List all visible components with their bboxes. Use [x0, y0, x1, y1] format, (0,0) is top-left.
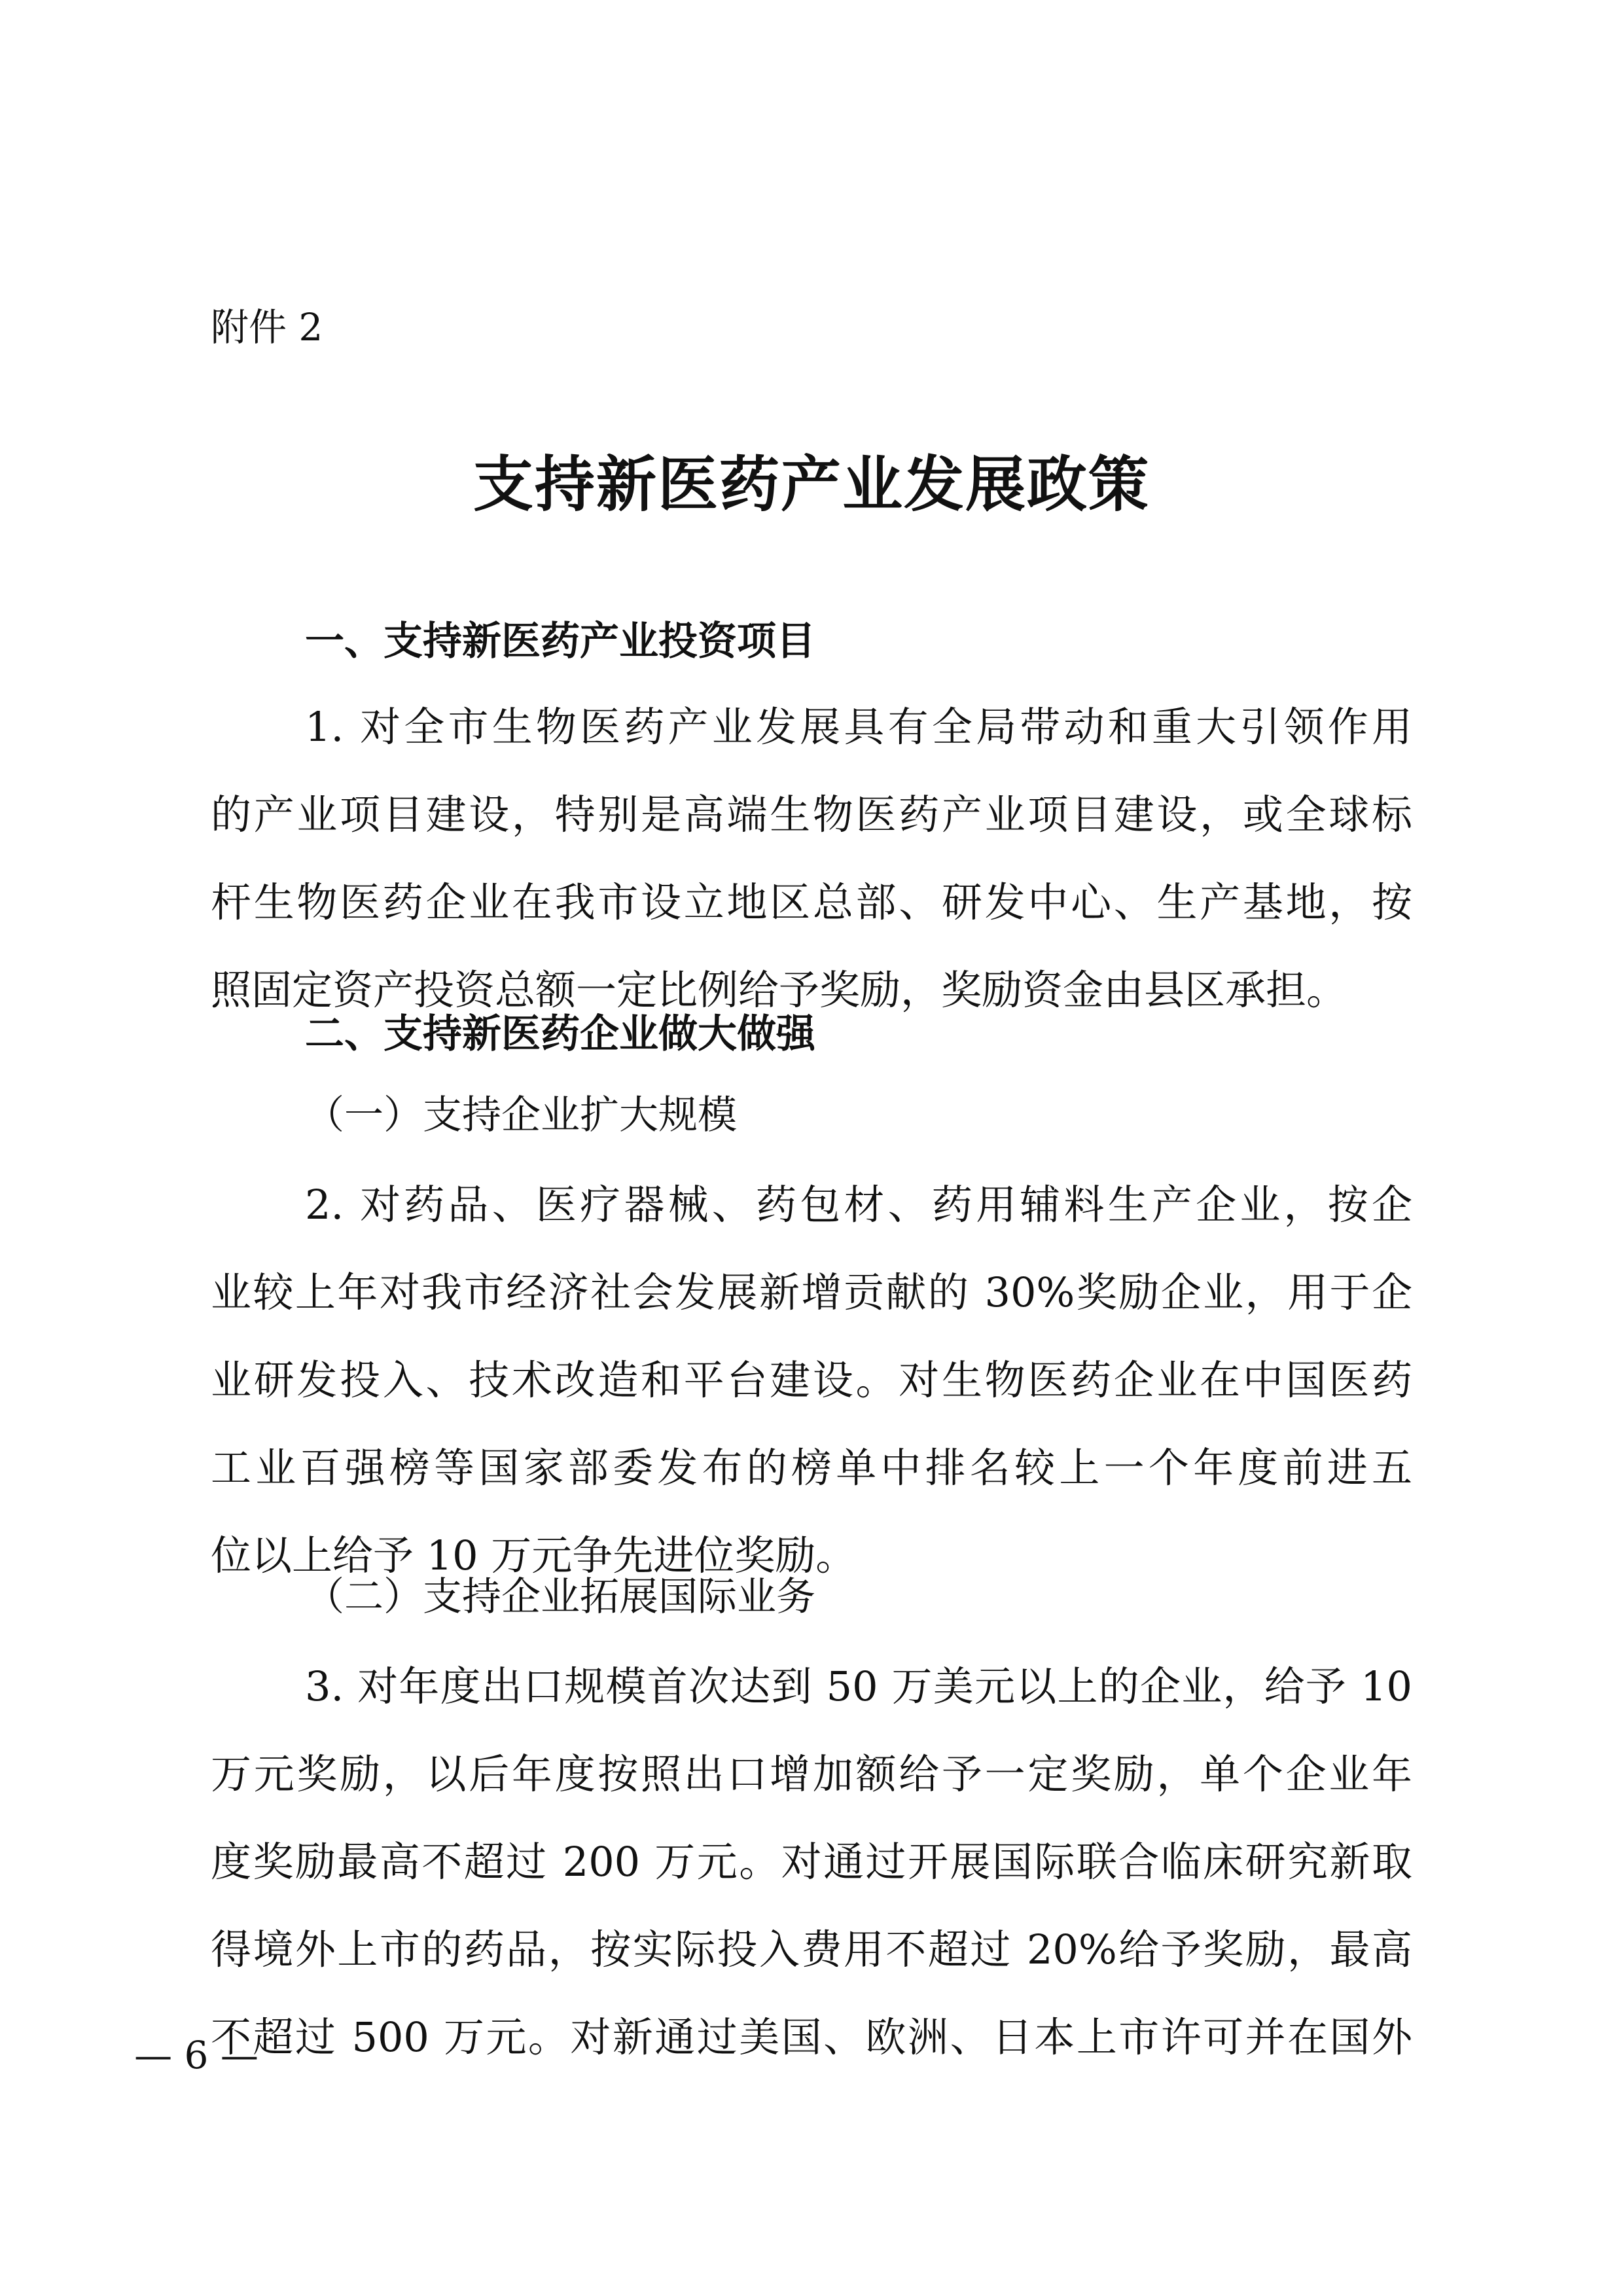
section-1-heading: 一、支持新医药产业投资项目 — [305, 619, 815, 664]
paragraph-1-line-4: 照固定资产投资总额一定比例给予奖励，奖励资金由县区承担。 — [211, 966, 1347, 1014]
paragraph-3-line-4: 得境外上市的药品，按实际投入费用不超过 20%给予奖励，最高 — [211, 1926, 1412, 1973]
document-title: 支持新医药产业发展政策 — [473, 449, 1150, 520]
paragraph-2-line-2: 业较上年对我市经济社会发展新增贡献的 30%奖励企业，用于企 — [211, 1268, 1412, 1316]
page-number: — 6 — — [134, 2033, 259, 2077]
paragraph-1-line-1: 1. 对全市生物医药产业发展具有全局带动和重大引领作用 — [305, 703, 1412, 751]
paragraph-2-line-5: 位以上给予 10 万元争先进位奖励。 — [211, 1532, 857, 1579]
paragraph-3 — [211, 1643, 1412, 2081]
paragraph-1-line-2: 的产业项目建设，特别是高端生物医药产业项目建设，或全球标 — [211, 791, 1412, 838]
paragraph-1-line-3: 杆生物医药企业在我市设立地区总部、研发中心、生产基地，按 — [211, 878, 1412, 926]
paragraph-2-line-3: 业研发投入、技术改造和平台建设。对生物医药企业在中国医药 — [211, 1356, 1412, 1404]
paragraph-2-line-1: 2. 对药品、医疗器械、药包材、药用辅料生产企业，按企 — [305, 1181, 1412, 1229]
attachment-label: 附件 2 — [211, 305, 323, 350]
paragraph-2-line-4: 工业百强榜等国家部委发布的榜单中排名较上一个年度前进五 — [211, 1444, 1412, 1492]
paragraph-3-line-3: 度奖励最高不超过 200 万元。对通过开展国际联合临床研究新取 — [211, 1838, 1412, 1886]
paragraph-2 — [211, 1161, 1412, 1600]
paragraph-3-line-1: 3. 对年度出口规模首次达到 50 万美元以上的企业，给予 10 — [305, 1662, 1412, 1710]
subsection-2-heading: （二）支持企业拓展国际业务 — [305, 1574, 815, 1620]
paragraph-1 — [211, 683, 1412, 1034]
paragraph-3-line-5: 不超过 500 万元。对新通过美国、欧洲、日本上市许可并在国外 — [211, 2013, 1412, 2061]
paragraph-3-line-2: 万元奖励，以后年度按照出口增加额给予一定奖励，单个企业年 — [211, 1750, 1412, 1798]
subsection-1-heading: （一）支持企业扩大规模 — [305, 1092, 737, 1138]
section-2-heading: 二、支持新医药企业做大做强 — [305, 1011, 815, 1057]
